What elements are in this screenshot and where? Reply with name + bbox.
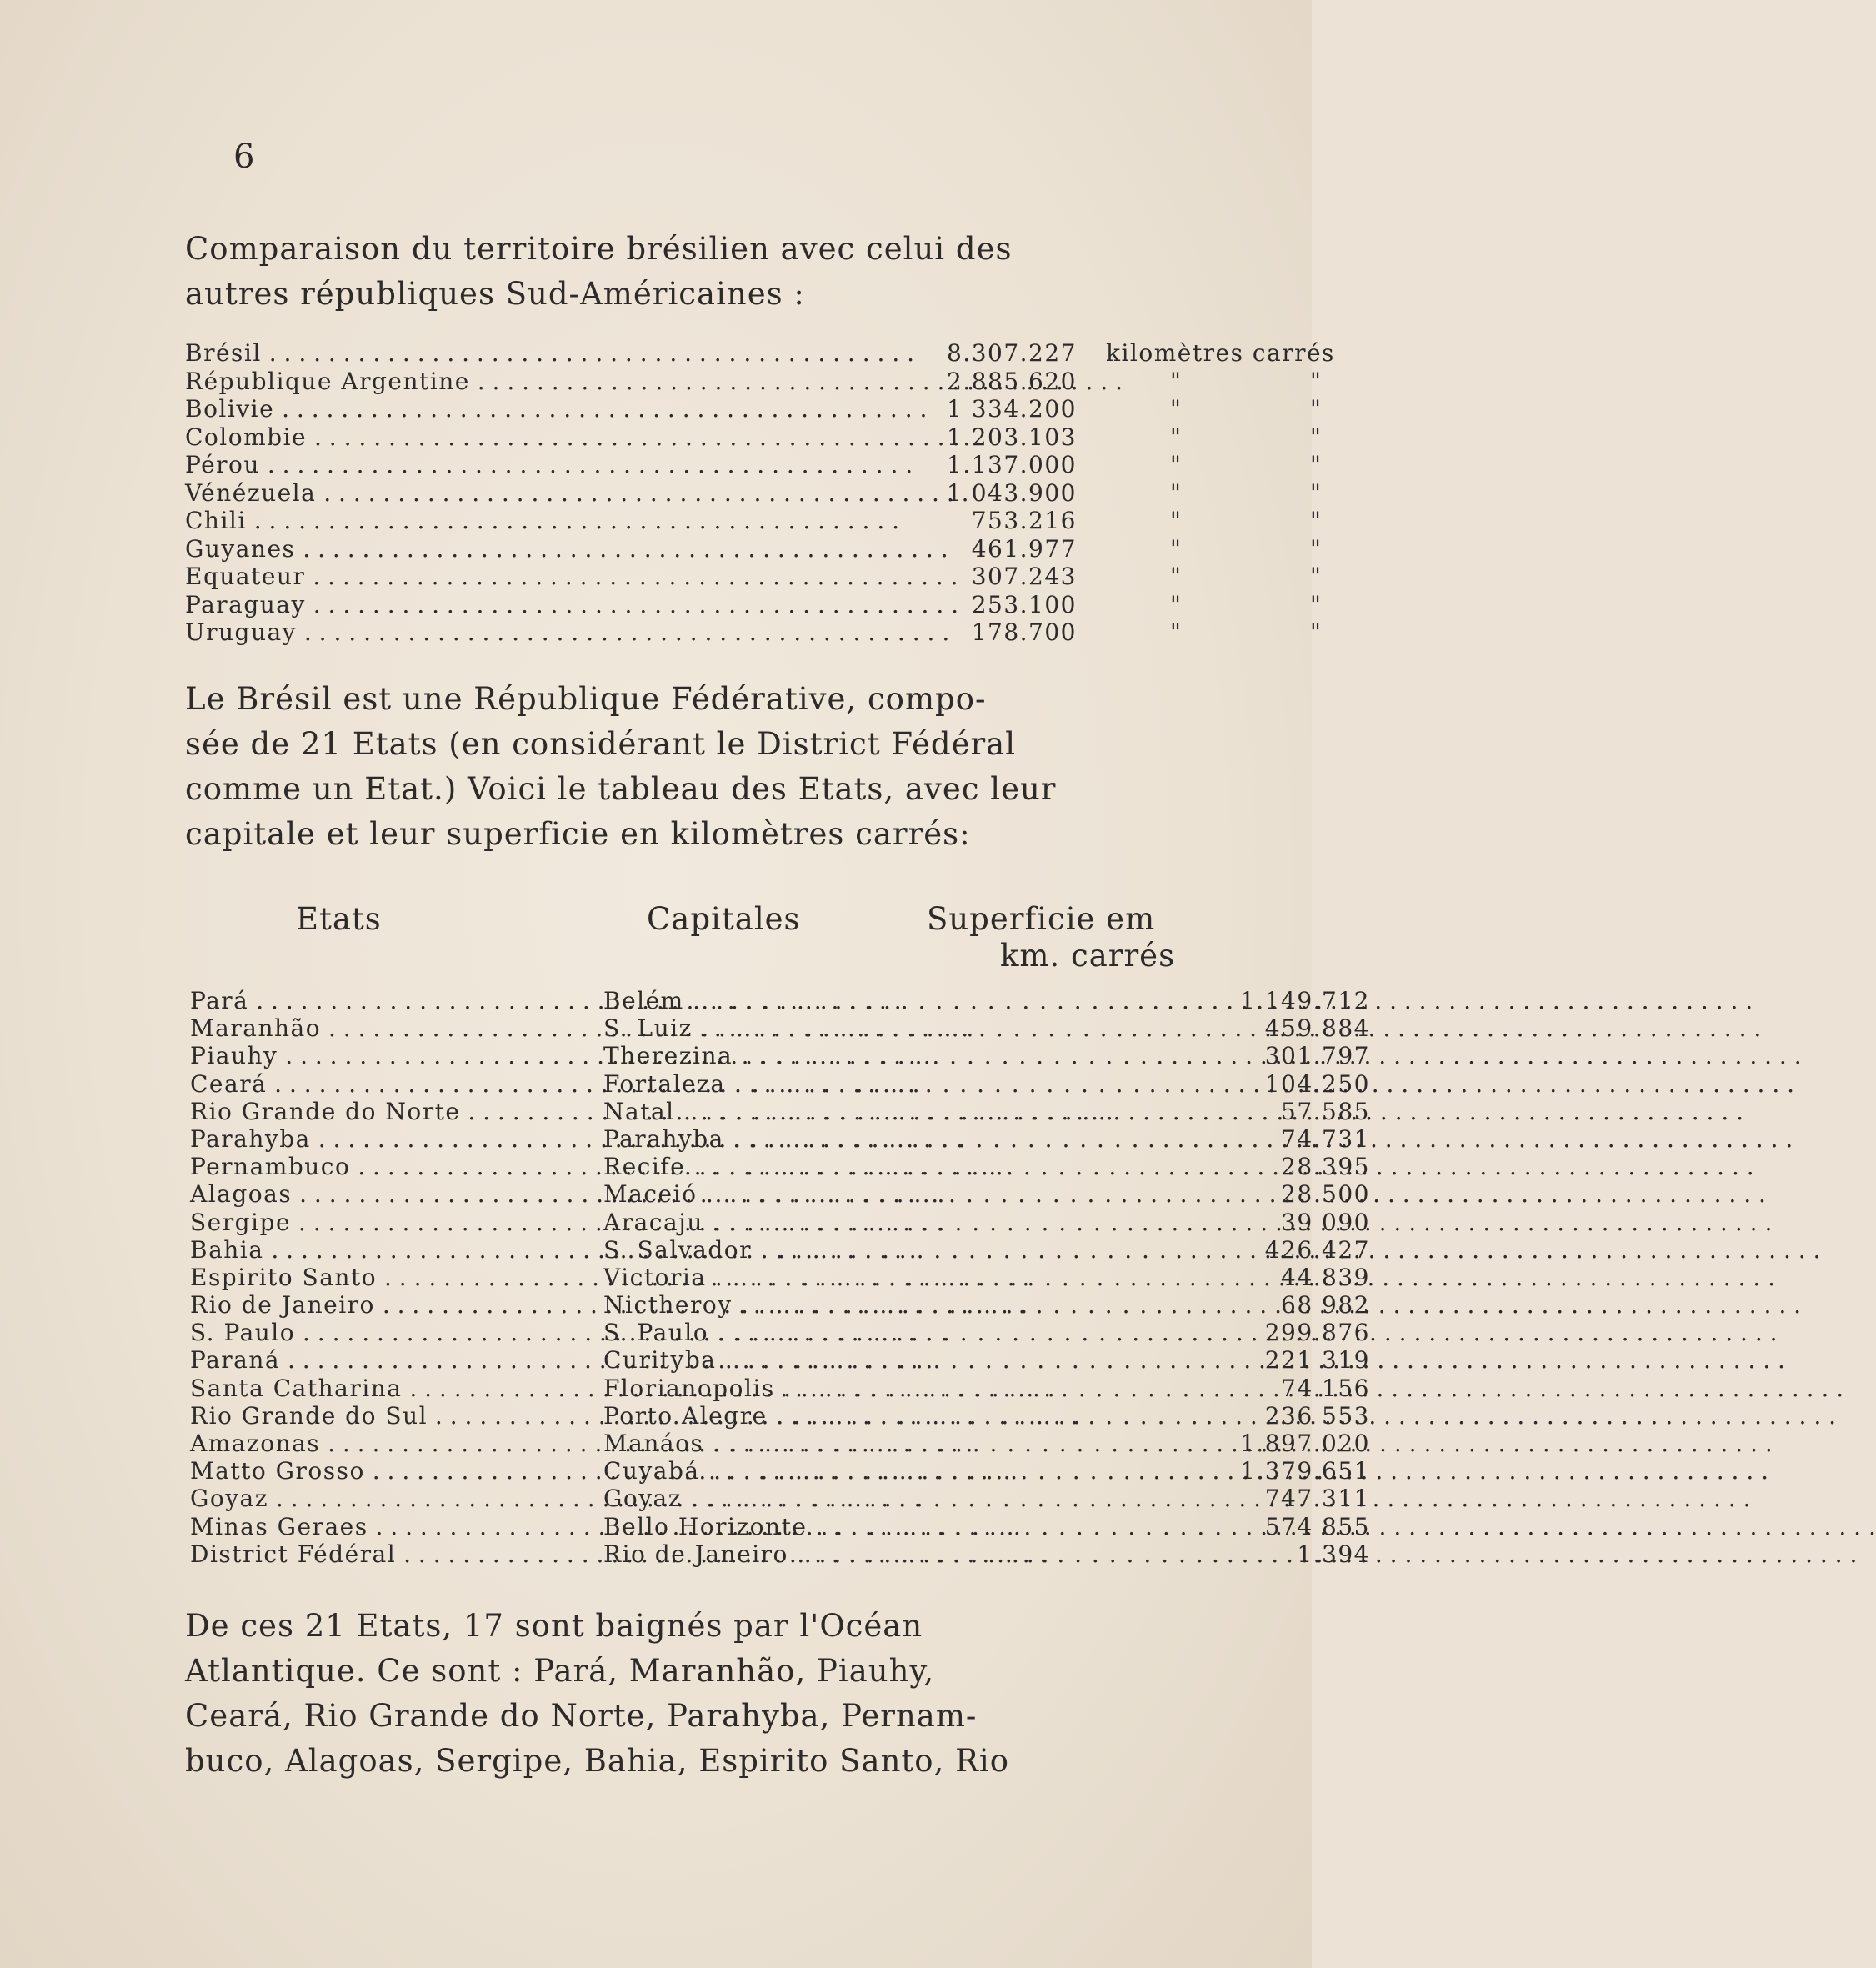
paragraph-line: sée de 21 Etats (en considérant le District Fédéral xyxy=(185,726,1017,762)
state-row xyxy=(185,1069,1370,1098)
comparison-row xyxy=(185,339,1335,368)
state-name: Alagoas . . . xyxy=(190,1180,523,1208)
header-capitals: Capitales xyxy=(647,901,801,937)
state-name: Amazonas . . . xyxy=(190,1430,523,1457)
state-capital: S. Paulo . . . . . . . . . . . . . . . . . . . . . . . . . . . xyxy=(603,1319,1162,1346)
state-name: Piauhy . . . xyxy=(190,1042,523,1069)
state-capital: Goyaz . . . . . . . . . . . . . . . . . . . . . . . . . . . xyxy=(603,1485,1162,1512)
state-name: Rio de Janeiro . . . xyxy=(190,1291,523,1319)
comparison-row xyxy=(185,590,1323,619)
state-row xyxy=(185,1457,1370,1485)
unit-label: kilomètres carrés xyxy=(1106,339,1335,367)
country-name: Guyanes . . . xyxy=(185,535,714,563)
state-area: 39 090 xyxy=(1281,1208,1370,1236)
comparison-row xyxy=(185,367,1323,396)
ditto-mark: " xyxy=(1310,507,1323,534)
country-area: 8.307.227 xyxy=(946,339,1077,367)
state-capital: Recife . . . . . . . . . . . . . . . . . . . . . . . . . . . xyxy=(603,1153,1162,1180)
country-name: Brésil . . . xyxy=(185,339,714,367)
paragraph-line: Atlantique. Ce sont : Pará, Maranhão, Piauhy, xyxy=(185,1653,935,1689)
ditto-mark: " xyxy=(1170,367,1183,395)
state-area: 747.311 xyxy=(1264,1485,1370,1513)
state-row xyxy=(185,1097,1370,1125)
ditto-mark: " xyxy=(1310,590,1323,618)
state-area: 221 319 xyxy=(1264,1346,1370,1375)
state-row xyxy=(185,1401,1370,1430)
ditto-mark: " xyxy=(1310,618,1323,646)
state-row xyxy=(185,1180,1370,1209)
comparison-row xyxy=(185,451,1323,479)
ditto-mark: " xyxy=(1170,507,1183,534)
country-name: Paraguay . . . xyxy=(185,591,714,618)
country-name: République Argentine . . . xyxy=(185,368,714,395)
country-name: Bolivie . . . xyxy=(185,395,714,423)
state-name: Parahyba . . . xyxy=(190,1125,523,1153)
ditto-mark: " xyxy=(1170,423,1183,451)
state-area: 57.585 xyxy=(1281,1097,1370,1125)
state-name: Rio Grande do Sul . . . xyxy=(190,1402,523,1430)
ditto-mark: " xyxy=(1170,478,1183,507)
state-capital: Victoria . . . . . . . . . . . . . . . . . . . . . . . . . . . xyxy=(603,1264,1162,1291)
state-row xyxy=(185,987,1370,1014)
ditto-mark: " xyxy=(1170,451,1183,478)
header-states: Etats xyxy=(296,901,382,937)
ditto-mark: " xyxy=(1170,618,1183,646)
comparison-row xyxy=(185,563,1323,591)
state-capital: Fortaleza . . . . . . . . . . . . . . . . . . . . . . . . . . . xyxy=(603,1070,1162,1098)
state-capital: Cuyabá . . . . . . . . . . . . . . . . . . . . . . . . . . . xyxy=(603,1457,1162,1485)
state-area: 1.394 xyxy=(1297,1540,1370,1568)
country-area: 1.203.103 xyxy=(946,423,1077,451)
state-area: 301.797 xyxy=(1264,1042,1370,1070)
ditto-mark: " xyxy=(1170,395,1183,423)
states-table xyxy=(185,987,1370,1568)
paragraph-line: comme un Etat.) Voici le tableau des Etats, avec leur xyxy=(185,771,1057,807)
state-row xyxy=(185,1014,1370,1043)
state-capital: Curityba . . . . . . . . . . . . . . . . . . . . . . . . . . . xyxy=(603,1346,1162,1374)
state-area: 236 553 xyxy=(1264,1401,1370,1430)
state-capital: Florianopolis . . . . . . . . . . . . . . . . . . . . . . . . . . . xyxy=(603,1375,1162,1402)
ditto-mark: " xyxy=(1170,563,1183,590)
state-row xyxy=(185,1374,1370,1402)
state-capital: Nictheroy . . . . . . . . . . . . . . . . . . . . . . . . . . . xyxy=(603,1291,1162,1319)
state-name: Maranhão . . . xyxy=(190,1014,523,1042)
state-name: Minas Geraes . . . xyxy=(190,1513,523,1540)
state-row xyxy=(185,1319,1370,1347)
state-name: Pernambuco . . . xyxy=(190,1153,523,1180)
state-name: Ceará . . . xyxy=(190,1070,523,1098)
country-name: Pérou . . . xyxy=(185,451,714,478)
state-area: 68 982 xyxy=(1281,1291,1370,1320)
country-area: 753.216 xyxy=(971,507,1077,534)
comparison-row xyxy=(185,395,1323,423)
state-capital: Maceió . . . . . . . . . . . . . . . . . . . . . . . . . . . xyxy=(603,1180,1162,1208)
ditto-mark: " xyxy=(1310,478,1323,507)
state-row xyxy=(185,1430,1370,1457)
country-name: Uruguay . . . xyxy=(185,618,714,646)
country-area: 307.243 xyxy=(971,563,1077,590)
state-name: Paraná . . . xyxy=(190,1346,523,1374)
state-row xyxy=(185,1346,1370,1375)
country-name: Colombie . . . xyxy=(185,423,714,451)
state-area: 28.395 xyxy=(1281,1153,1370,1181)
country-area: 1 043.900 xyxy=(946,478,1077,507)
state-row xyxy=(185,1235,1370,1264)
state-name: Pará . . . xyxy=(190,987,523,1014)
comparison-table xyxy=(185,339,1335,647)
state-row xyxy=(185,1042,1370,1070)
state-area: 1.897.020 xyxy=(1239,1430,1370,1457)
paragraph-republic xyxy=(185,677,1185,857)
paragraph-line: buco, Alagoas, Sergipe, Bahia, Espirito Santo, Rio xyxy=(185,1743,1010,1779)
state-area: 574 855 xyxy=(1264,1512,1370,1540)
state-area: 459.884 xyxy=(1264,1014,1370,1043)
state-name: Sergipe . . . xyxy=(190,1209,523,1236)
state-row xyxy=(185,1263,1370,1291)
paragraph-atlantic xyxy=(185,1604,1185,1784)
state-area: 104.250 xyxy=(1264,1069,1370,1098)
ditto-mark: " xyxy=(1170,590,1183,618)
heading-line: autres républiques Sud-Américaines : xyxy=(185,276,805,312)
country-name: Equateur . . . xyxy=(185,563,714,590)
ditto-mark: " xyxy=(1310,534,1323,563)
state-row xyxy=(185,1124,1370,1153)
section-heading xyxy=(185,227,1185,317)
state-capital: Aracaju . . . . . . . . . . . . . . . . . . . . . . . . . . . xyxy=(603,1209,1162,1236)
state-area: 74.156 xyxy=(1281,1374,1370,1402)
ditto-mark: " xyxy=(1170,534,1183,563)
comparison-row xyxy=(185,618,1323,647)
state-row xyxy=(185,1512,1370,1540)
comparison-row xyxy=(185,478,1323,508)
state-name: District Fédéral . . . xyxy=(190,1540,523,1568)
comparison-row xyxy=(185,507,1323,535)
ditto-mark: " xyxy=(1310,451,1323,478)
state-row xyxy=(185,1540,1370,1568)
state-capital: Therezina . . . . . . . . . . . . . . . . . . . . . . . . . . . xyxy=(603,1042,1162,1069)
paragraph-line: capitale et leur superficie en kilomètres carrés: xyxy=(185,816,971,852)
state-row xyxy=(185,1485,1370,1513)
ditto-mark: " xyxy=(1310,367,1323,395)
state-capital: Bello Horizonte . . . . . . . . . . . . . . . . . . . . . . . . . . . xyxy=(603,1513,1162,1540)
state-capital: Rio de Janeiro . . . . . . . . . . . . . . . . . . . . . . . . . . . xyxy=(603,1540,1162,1568)
country-area: 1 334.200 xyxy=(946,395,1077,423)
country-name: Chili . . . xyxy=(185,507,714,534)
country-area: 461.977 xyxy=(971,534,1077,563)
state-row xyxy=(185,1291,1370,1320)
state-name: Matto Grosso . . . xyxy=(190,1457,523,1485)
state-area: 44.839 xyxy=(1281,1263,1370,1291)
paragraph-line: Ceará, Rio Grande do Norte, Parahyba, Pernam- xyxy=(185,1698,978,1734)
country-area: 178.700 xyxy=(971,618,1077,646)
state-name: Goyaz . . . xyxy=(190,1485,523,1512)
state-capital: Belém . . . . . . . . . . . . . . . . . . . . . . . . . . . xyxy=(603,987,1162,1014)
header-area-line2: km. carrés xyxy=(1000,938,1176,974)
state-area: 28 500 xyxy=(1281,1180,1370,1209)
page-number: 6 xyxy=(233,138,255,176)
state-name: Santa Catharina . . . xyxy=(190,1375,523,1402)
state-area: 426.427 xyxy=(1264,1235,1370,1264)
state-capital: S. Luiz . . . . . . . . . . . . . . . . . . . . . . . . . . . xyxy=(603,1014,1162,1042)
state-capital: Porto Alegre . . . . . . . . . . . . . . . . . . . . . . . . . . . xyxy=(603,1402,1162,1430)
paragraph-line: Le Brésil est une République Fédérative, compo- xyxy=(185,681,987,717)
state-area: 299.876 xyxy=(1264,1319,1370,1347)
ditto-mark: " xyxy=(1310,395,1323,423)
country-area: 2.885.620 xyxy=(946,367,1077,395)
header-area-line1: Superficie em xyxy=(927,901,1156,937)
state-area: 1.149.712 xyxy=(1239,987,1370,1014)
heading-line: Comparaison du territoire brésilien avec celui des xyxy=(185,231,1013,267)
state-capital: S. Salvador . . . . . . . . . . . . . . . . . . . . . . . . . . . xyxy=(603,1236,1162,1264)
state-name: Rio Grande do Norte . . . xyxy=(190,1098,523,1125)
state-name: Bahia . . . xyxy=(190,1236,523,1264)
state-capital: Parahyba . . . . . . . . . . . . . . . . . . . . . . . . . . . xyxy=(603,1125,1162,1153)
state-row xyxy=(185,1208,1370,1236)
state-area: 1.379.651 xyxy=(1239,1457,1370,1485)
paragraph-line: De ces 21 Etats, 17 sont baignés par l'Océan xyxy=(185,1608,923,1644)
state-capital: Natal . . . . . . . . . . . . . . . . . . . . . . . . . . . xyxy=(603,1098,1162,1125)
state-area: 74.731 xyxy=(1281,1124,1370,1153)
state-name: S. Paulo . . . xyxy=(190,1319,523,1346)
state-name: Espirito Santo . . . xyxy=(190,1264,523,1291)
ditto-mark: " xyxy=(1310,423,1323,451)
country-area: 253.100 xyxy=(971,590,1077,618)
state-row xyxy=(185,1153,1370,1181)
country-area: 1.137.000 xyxy=(946,451,1077,478)
ditto-mark: " xyxy=(1310,563,1323,590)
state-capital: Manáos . . . . . . . . . . . . . . . . . . . . . . . . . . . xyxy=(603,1430,1162,1457)
comparison-row xyxy=(185,423,1323,452)
country-name: Vénézuela . . . xyxy=(185,479,714,507)
comparison-row xyxy=(185,534,1323,563)
